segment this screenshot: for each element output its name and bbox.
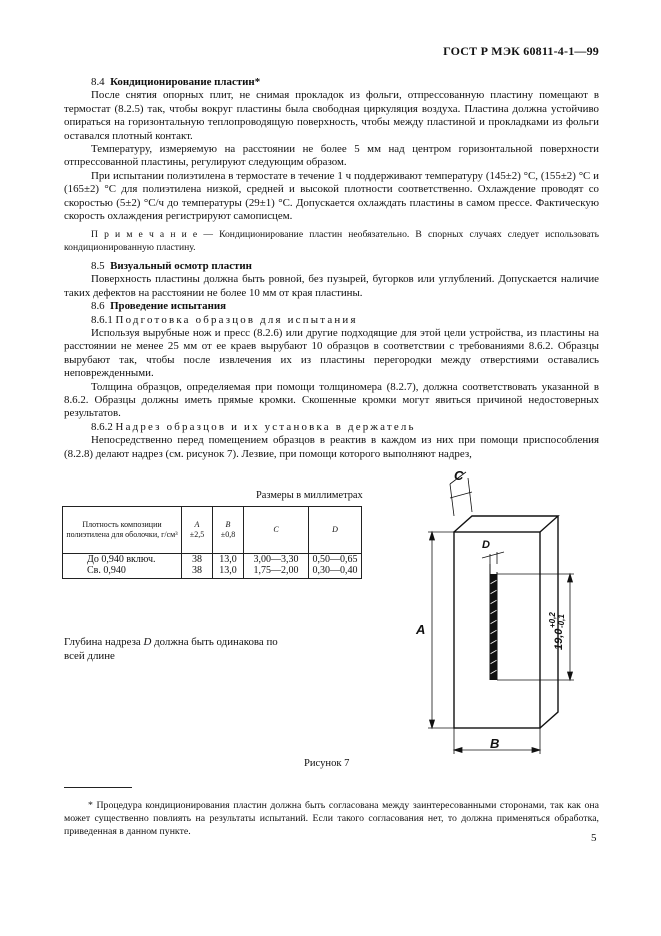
main-text	[64, 76, 599, 461]
cell-density: Св. 0,940	[63, 565, 182, 579]
label-d: D	[482, 539, 490, 551]
paragraph: Температуру, измеряемую на расстоянии не более 5 мм над центром горизонтальной поверхности отпрессованной пластины, регулируют следующим образом.	[64, 143, 599, 169]
cell-d: 0,30—0,40	[309, 565, 362, 579]
label-19-minus: -0,1	[557, 614, 566, 628]
header-d-letter: D	[332, 525, 338, 534]
depth-note-part1: Глубина надреза	[64, 636, 141, 648]
table-row	[63, 554, 362, 566]
label-19-plus: +0,2	[548, 612, 557, 628]
header-c	[244, 507, 309, 554]
label-a: A	[416, 622, 426, 637]
depth-note-line2: всей длине	[64, 650, 115, 662]
label-c: C	[454, 468, 464, 483]
paragraph: Непосредственно перед помещением образцов в реактив в каждом из них при помощи приспособления (8.2.8) делают надрез (см. рисунок 7). Лезвие, при помощи которого выполняют надрез,	[64, 434, 599, 460]
header-b	[213, 507, 244, 554]
header-a	[182, 507, 213, 554]
depth-note	[64, 635, 336, 663]
specimen-top-face	[454, 516, 558, 532]
heading-8-6-1-number: 8.6.1	[91, 313, 113, 326]
header-density: Плотность композиции полиэтилена для оболочки, г/см³	[63, 507, 182, 554]
cell-b: 13,0	[213, 554, 244, 566]
note-text: Кондиционирование пластин необязательно. В спорных случаях следует использовать кондиционированную пластину.	[64, 229, 599, 253]
heading-8-5-title: Визуальный осмотр пластин	[110, 259, 252, 272]
cell-d: 0,50—0,65	[309, 554, 362, 566]
notch-cut	[490, 574, 497, 680]
cell-c: 3,00—3,30	[244, 554, 309, 566]
heading-8-6-1-title: Подготовка образцов для испытания	[115, 313, 358, 326]
paragraph: Используя вырубные нож и пресс (8.2.6) или другие подходящие для этой цели устройства, из пластины на расстоянии не менее 25 мм от ее краев вырубают 10 образцов в соответствии с требованиями 8.6.2. Образцы вырубают так, чтобы после извлечения их из пластины перегородки между отверстиями оставались неповрежденными.	[64, 326, 599, 380]
cell-c: 1,75—2,00	[244, 565, 309, 579]
cell-density: До 0,940 включ.	[63, 554, 182, 566]
heading-8-5	[64, 260, 599, 273]
paragraph: Поверхность пластины должна быть ровной, без пузырей, бугорков или углублений. Допускается наличие таких дефектов на расстоянии не более 10 мм от края пластины.	[64, 273, 599, 299]
cell-a: 38	[182, 554, 213, 566]
heading-8-4-number: 8.4	[91, 76, 105, 88]
note-label: П р и м е ч а н и е —	[91, 229, 213, 241]
document-code: ГОСТ Р МЭК 60811-4-1—99	[443, 44, 599, 58]
heading-8-5-number: 8.5	[91, 259, 105, 272]
header-b-tol: ±0,8	[220, 530, 236, 539]
header-d	[309, 507, 362, 554]
table-row	[63, 565, 362, 579]
heading-8-6	[64, 300, 599, 313]
table-caption: Размеры в миллиметрах	[256, 490, 363, 501]
figure-caption: Рисунок 7	[304, 758, 350, 769]
heading-8-6-number: 8.6	[91, 300, 105, 313]
footnote-text: * Процедура кондиционирования пластин должна быть согласована между заинтересованными сторонами, так как она может существенно повлиять на результаты испытаний. Если такого согласования нет, то должна применяться обработка, приведенная в данном пункте.	[64, 799, 599, 837]
header-a-tol: ±2,5	[189, 530, 205, 539]
paragraph: При испытании полиэтилена в термостате в течение 1 ч поддерживают температуру (145±2) °С, (155±2) °С и (165±2) °С для полиэтилена низкой, средней и высокой плотности соответственно. Охлаждение проводят со скоростью (5±2) °С/ч до температуры (29±1) °С. Допускается охлаждать пластины в самом прессе. Фактическую скорость охлаждения регистрируют самописцем.	[64, 169, 599, 223]
heading-8-6-1	[64, 314, 599, 327]
note	[64, 229, 599, 253]
paragraph: Толщина образцов, определяемая при помощи толщиномера (8.2.7), должна соответствовать указанной в 8.6.2. Образцы должны иметь прямые кромки. Скошенные кромки могут явиться причиной недостоверных результатов.	[64, 380, 599, 420]
dimensions-table	[62, 506, 362, 579]
heading-8-6-2-number: 8.6.2	[91, 420, 113, 433]
figure-7-drawing	[410, 460, 580, 760]
heading-8-6-title: Проведение испытания	[110, 300, 227, 313]
heading-8-6-2	[64, 421, 599, 434]
notch	[490, 564, 497, 680]
depth-note-part2: должна быть одинакова по	[154, 636, 278, 648]
heading-8-6-2-title: Надрез образцов и их установка в держатель	[115, 420, 416, 433]
heading-8-4	[64, 76, 599, 89]
paragraph: После снятия опорных плит, не снимая прокладок из фольги, отпрессованную пластину помещают в термостат (8.2.5) так, чтобы вокруг пластины была свободная циркуляция воздуха. Пластина должна устойчиво опираться на горизонтальную теплопроводящую поверхность, чтобы между пластиной и прокладками из фольги оставался плотный контакт.	[64, 89, 599, 142]
heading-8-4-title: Кондиционирование пластин*	[110, 76, 261, 88]
table-header-row	[63, 507, 362, 554]
cell-b: 13,0	[213, 565, 244, 579]
page-number: 5	[591, 832, 597, 844]
label-b: B	[490, 736, 500, 751]
header-b-letter: B	[225, 520, 231, 529]
header-c-letter: C	[273, 525, 279, 534]
footnote-divider	[64, 787, 132, 788]
label-19: 19,0	[553, 628, 565, 650]
depth-note-var: D	[143, 636, 152, 648]
cell-a: 38	[182, 565, 213, 579]
header-a-letter: A	[194, 520, 200, 529]
footnote	[64, 789, 599, 848]
